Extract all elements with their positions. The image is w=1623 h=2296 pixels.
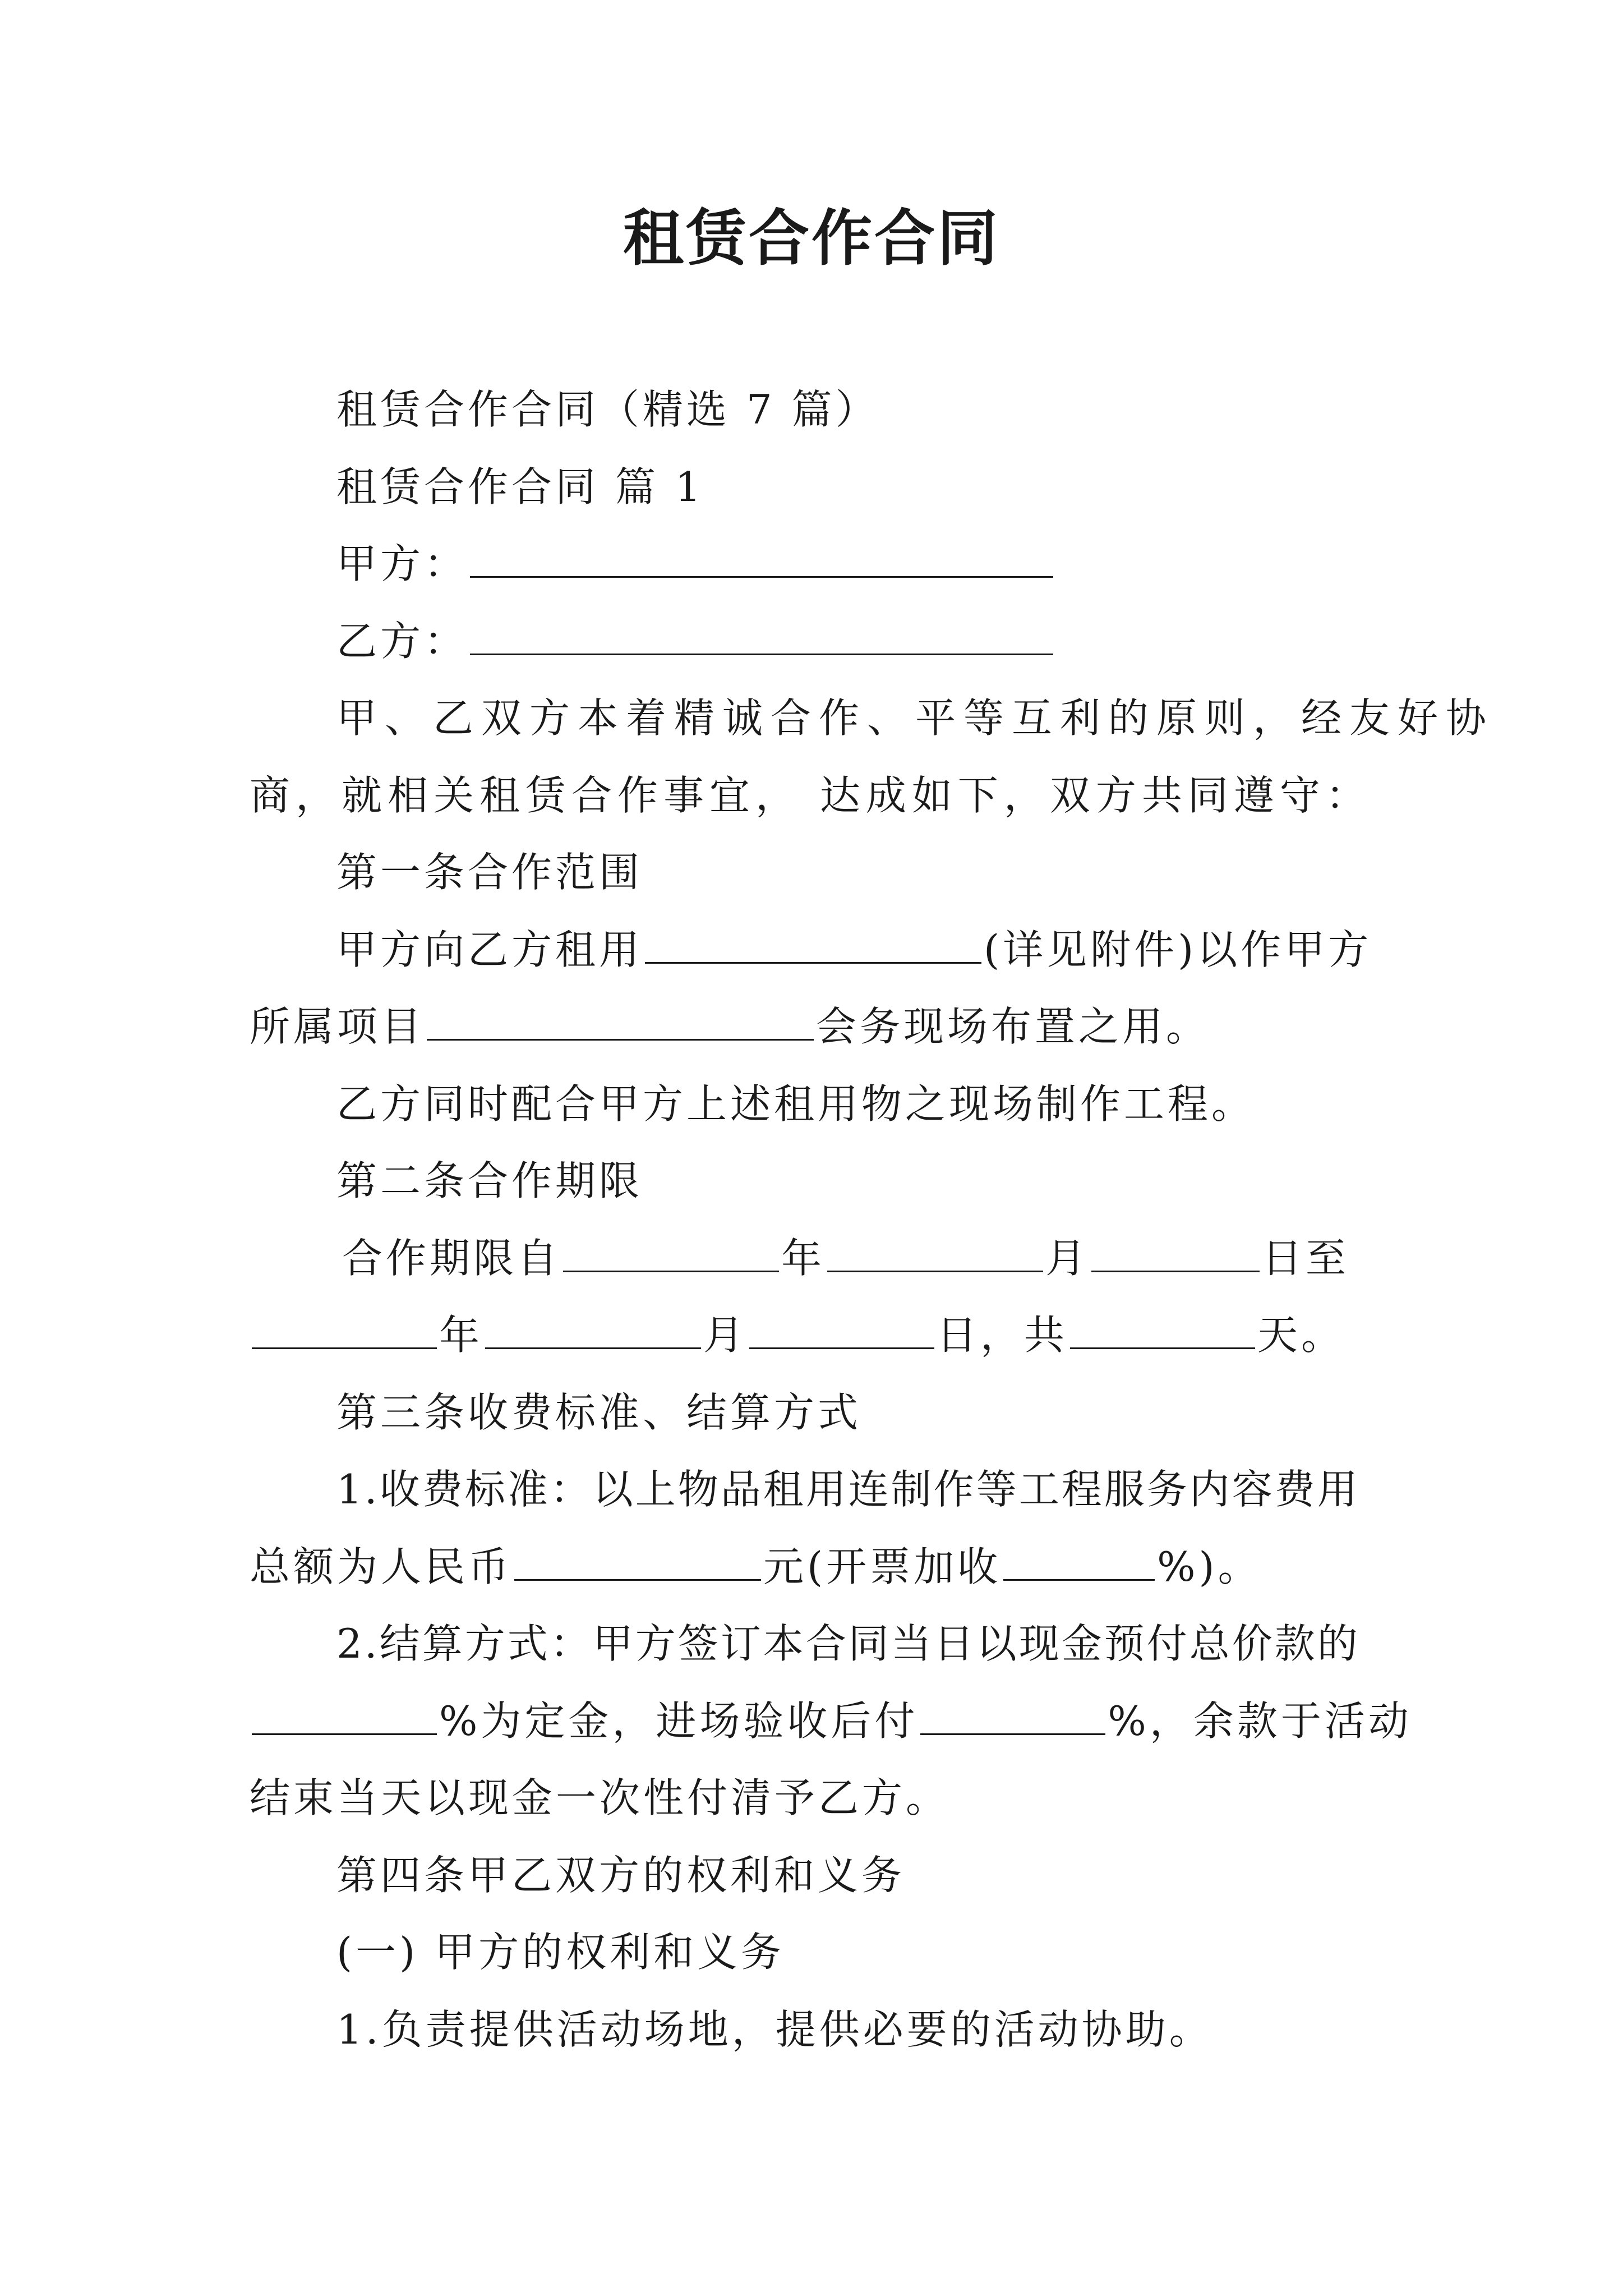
party-b-label: 乙方：	[336, 618, 468, 665]
s1-line-2-text-b: 会务现场布置之用。	[816, 1003, 1210, 1050]
s3-2-line-3: 结束当天以现金一次性付清予乙方。	[250, 1774, 950, 1821]
s3-1-text-c: %)。	[1157, 1543, 1262, 1590]
s2-day-total-label: 日，共	[937, 1312, 1068, 1359]
end-year-blank[interactable]	[252, 1312, 437, 1349]
s4-sub-heading-1: (一) 甲方的权利和义务	[336, 1929, 785, 1976]
acceptance-percent-blank[interactable]	[920, 1697, 1105, 1735]
s2-month-label: 月	[1045, 1235, 1090, 1282]
s3-2-line-2	[250, 1693, 1412, 1749]
deposit-percent-blank[interactable]	[252, 1697, 437, 1735]
s2-month2-label: 月	[703, 1312, 748, 1359]
s2-line-2	[250, 1307, 1345, 1363]
rental-item-blank[interactable]	[645, 926, 981, 964]
section-2-heading: 第二条合作期限	[336, 1157, 643, 1204]
s1-line-1-text-b: (详见附件)以作甲方	[984, 926, 1372, 973]
s3-1-line-2	[250, 1539, 1262, 1595]
s3-1-line-1: 1.收费标准：以上物品租用连制作等工程服务内容费用	[336, 1466, 1360, 1513]
party-b-blank[interactable]	[470, 618, 1053, 655]
total-days-blank[interactable]	[1070, 1312, 1255, 1349]
party-a-line	[336, 536, 1055, 592]
s3-1-text-a: 总额为人民币	[250, 1543, 513, 1590]
section-4-heading: 第四条甲乙双方的权利和义务	[336, 1852, 906, 1899]
s1-line-3: 乙方同时配合甲方上述租用物之现场制作工程。	[336, 1080, 1256, 1128]
document-title: 租赁合作合同	[623, 203, 1000, 274]
invoice-percent-blank[interactable]	[1003, 1543, 1155, 1581]
party-a-label: 甲方：	[336, 540, 468, 587]
section-3-heading: 第三条收费标准、结算方式	[336, 1389, 862, 1436]
s3-2-line-1: 2.结算方式：甲方签订本合同当日以现金预付总价款的	[336, 1620, 1360, 1667]
party-a-blank[interactable]	[470, 540, 1053, 578]
start-month-blank[interactable]	[827, 1235, 1043, 1272]
section-1-heading: 第一条合作范围	[336, 849, 643, 896]
end-day-blank[interactable]	[749, 1312, 934, 1349]
s1-line-1-text-a: 甲方向乙方租用	[336, 926, 643, 973]
intro-line-2: 商，就相关租赁合作事宜， 达成如下，双方共同遵守：	[250, 772, 1372, 819]
start-day-blank[interactable]	[1091, 1235, 1260, 1272]
start-year-blank[interactable]	[563, 1235, 779, 1272]
s2-days-label: 天。	[1257, 1312, 1345, 1359]
s4-item-1: 1.负责提供活动场地，提供必要的活动协助。	[336, 2006, 1213, 2053]
project-blank[interactable]	[427, 1003, 814, 1041]
end-month-blank[interactable]	[485, 1312, 701, 1349]
s1-line-2	[250, 999, 1210, 1055]
s3-1-text-b: 元(开票加收	[763, 1543, 1002, 1590]
s3-2-text-b: %，余款于活动	[1108, 1697, 1412, 1745]
subtitle: 租赁合作合同（精选 7 篇）	[336, 386, 879, 433]
party-b-line	[336, 613, 1055, 669]
s1-line-2-text-a: 所属项目	[250, 1003, 425, 1050]
intro-line-1: 甲、乙双方本着精诚合作、平等互利的原则，经友好协	[336, 694, 1495, 742]
s2-line-1	[342, 1230, 1349, 1286]
s2-year-label: 年	[781, 1235, 826, 1282]
s2-day-to-label: 日至	[1262, 1235, 1350, 1282]
total-amount-blank[interactable]	[514, 1543, 761, 1581]
s1-line-1	[336, 922, 1372, 978]
s2-text-start: 合作期限自	[342, 1235, 561, 1282]
article-heading: 租赁合作合同 篇 1	[336, 463, 704, 510]
s3-2-text-a: %为定金，进场验收后付	[439, 1697, 919, 1745]
s2-year2-label: 年	[439, 1312, 483, 1359]
